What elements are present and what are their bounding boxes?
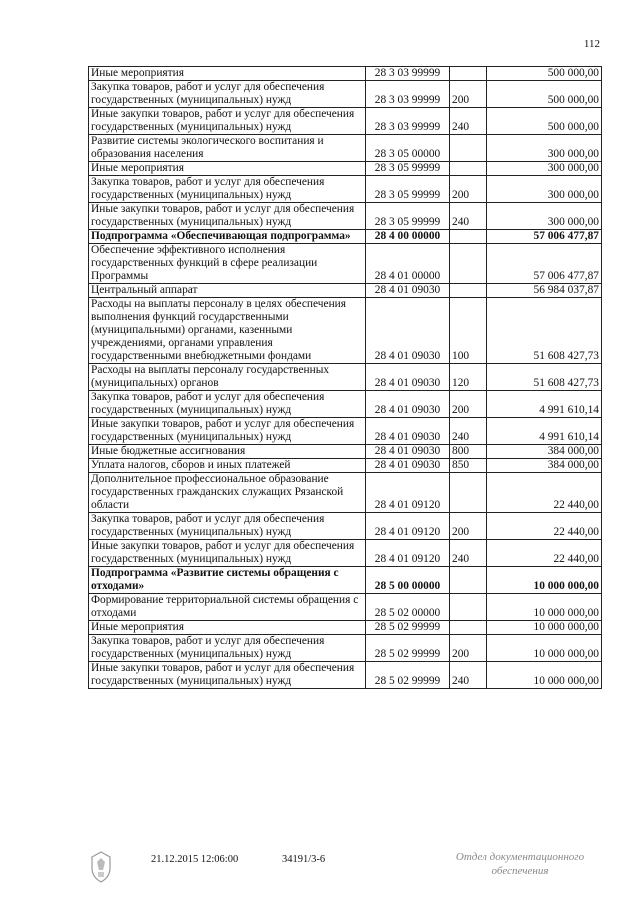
row-code: 28 4 01 09030 xyxy=(366,459,450,473)
footer-department-line2: обеспечения xyxy=(491,865,549,877)
row-expense-type: 240 xyxy=(450,418,487,445)
table-row xyxy=(89,391,602,418)
row-name: Расходы на выплаты персоналу в целях обеспечения выполнения функций государственными (муниципальными) органами, казенными учреждениями, органами управления государственными внебюджетными фондами xyxy=(89,298,366,364)
table-row xyxy=(89,459,602,473)
table-row xyxy=(89,135,602,162)
row-expense-type xyxy=(450,621,487,635)
row-code: 28 4 01 09030 xyxy=(366,418,450,445)
row-code: 28 4 01 09030 xyxy=(366,298,450,364)
row-amount: 57 006 477,87 xyxy=(487,230,602,244)
row-amount: 22 440,00 xyxy=(487,473,602,513)
row-name: Иные закупки товаров, работ и услуг для обеспечения государственных (муниципальных) нужд xyxy=(89,203,366,230)
row-name: Дополнительное профессиональное образование государственных гражданских служащих Рязанской области xyxy=(89,473,366,513)
row-code: 28 3 05 99999 xyxy=(366,203,450,230)
row-amount: 500 000,00 xyxy=(487,67,602,81)
table-row xyxy=(89,445,602,459)
table-row xyxy=(89,162,602,176)
row-code: 28 4 01 09120 xyxy=(366,473,450,513)
table-row xyxy=(89,81,602,108)
row-code: 28 4 01 00000 xyxy=(366,244,450,284)
footer-department xyxy=(440,850,600,878)
row-name: Иные мероприятия xyxy=(89,162,366,176)
table-row xyxy=(89,418,602,445)
row-expense-type xyxy=(450,162,487,176)
row-code: 28 3 03 99999 xyxy=(366,67,450,81)
row-expense-type: 850 xyxy=(450,459,487,473)
row-code: 28 5 02 99999 xyxy=(366,635,450,662)
row-code: 28 4 01 09030 xyxy=(366,445,450,459)
row-name: Иные закупки товаров, работ и услуг для обеспечения государственных (муниципальных) нужд xyxy=(89,108,366,135)
row-expense-type: 120 xyxy=(450,364,487,391)
table-row xyxy=(89,230,602,244)
row-expense-type xyxy=(450,67,487,81)
row-amount: 51 608 427,73 xyxy=(487,364,602,391)
row-expense-type xyxy=(450,135,487,162)
table-row xyxy=(89,513,602,540)
row-amount: 4 991 610,14 xyxy=(487,418,602,445)
table-row xyxy=(89,540,602,567)
row-amount: 10 000 000,00 xyxy=(487,662,602,689)
row-name: Иные бюджетные ассигнования xyxy=(89,445,366,459)
table-row xyxy=(89,67,602,81)
row-name: Иные закупки товаров, работ и услуг для обеспечения государственных (муниципальных) нужд xyxy=(89,662,366,689)
row-code: 28 5 02 00000 xyxy=(366,594,450,621)
row-name: Закупка товаров, работ и услуг для обеспечения государственных (муниципальных) нужд xyxy=(89,391,366,418)
row-name: Иные мероприятия xyxy=(89,67,366,81)
row-name: Формирование территориальной системы обращения с отходами xyxy=(89,594,366,621)
row-name: Иные закупки товаров, работ и услуг для обеспечения государственных (муниципальных) нужд xyxy=(89,540,366,567)
row-code: 28 5 02 99999 xyxy=(366,621,450,635)
row-expense-type: 800 xyxy=(450,445,487,459)
row-expense-type: 240 xyxy=(450,203,487,230)
footer-datetime: 21.12.2015 12:06:00 xyxy=(151,854,239,865)
row-code: 28 3 05 00000 xyxy=(366,135,450,162)
table-row xyxy=(89,176,602,203)
row-code: 28 4 01 09120 xyxy=(366,540,450,567)
row-name: Обеспечение эффективного исполнения государственных функций в сфере реализации Программы xyxy=(89,244,366,284)
row-expense-type xyxy=(450,473,487,513)
row-name: Расходы на выплаты персоналу государственных (муниципальных) органов xyxy=(89,364,366,391)
row-amount: 300 000,00 xyxy=(487,176,602,203)
row-name: Уплата налогов, сборов и иных платежей xyxy=(89,459,366,473)
row-code: 28 5 00 00000 xyxy=(366,567,450,594)
row-expense-type: 240 xyxy=(450,662,487,689)
row-name: Иные закупки товаров, работ и услуг для обеспечения государственных (муниципальных) нужд xyxy=(89,418,366,445)
row-amount: 500 000,00 xyxy=(487,108,602,135)
row-amount: 51 608 427,73 xyxy=(487,298,602,364)
row-name: Подпрограмма «Развитие системы обращения с отходами» xyxy=(89,567,366,594)
row-expense-type: 240 xyxy=(450,540,487,567)
row-expense-type: 200 xyxy=(450,81,487,108)
row-expense-type: 200 xyxy=(450,176,487,203)
row-code: 28 4 01 09030 xyxy=(366,284,450,298)
row-expense-type xyxy=(450,284,487,298)
row-amount: 4 991 610,14 xyxy=(487,391,602,418)
row-expense-type: 200 xyxy=(450,391,487,418)
table-row xyxy=(89,108,602,135)
row-amount: 300 000,00 xyxy=(487,135,602,162)
row-expense-type xyxy=(450,230,487,244)
row-amount: 300 000,00 xyxy=(487,162,602,176)
footer-doc-number: 34191/3-6 xyxy=(282,854,326,865)
row-amount: 22 440,00 xyxy=(487,540,602,567)
table-row xyxy=(89,244,602,284)
row-amount: 10 000 000,00 xyxy=(487,621,602,635)
row-code: 28 3 05 99999 xyxy=(366,176,450,203)
table-row xyxy=(89,364,602,391)
row-code: 28 3 03 99999 xyxy=(366,108,450,135)
row-expense-type xyxy=(450,244,487,284)
row-name: Развитие системы экологического воспитания и образования населения xyxy=(89,135,366,162)
table-row xyxy=(89,635,602,662)
coat-of-arms-icon xyxy=(88,850,114,884)
page-number: 112 xyxy=(583,38,600,50)
row-name: Закупка товаров, работ и услуг для обеспечения государственных (муниципальных) нужд xyxy=(89,513,366,540)
table-row xyxy=(89,567,602,594)
row-expense-type: 240 xyxy=(450,108,487,135)
footer-department-line1: Отдел документационного xyxy=(455,851,585,863)
budget-table-body xyxy=(89,67,602,689)
row-amount: 500 000,00 xyxy=(487,81,602,108)
budget-table xyxy=(88,66,602,689)
row-amount: 384 000,00 xyxy=(487,459,602,473)
row-code: 28 4 01 09030 xyxy=(366,364,450,391)
row-amount: 300 000,00 xyxy=(487,203,602,230)
table-row xyxy=(89,621,602,635)
row-amount: 56 984 037,87 xyxy=(487,284,602,298)
row-expense-type: 200 xyxy=(450,635,487,662)
row-name: Закупка товаров, работ и услуг для обеспечения государственных (муниципальных) нужд xyxy=(89,635,366,662)
row-amount: 10 000 000,00 xyxy=(487,635,602,662)
row-name: Закупка товаров, работ и услуг для обеспечения государственных (муниципальных) нужд xyxy=(89,81,366,108)
row-amount: 57 006 477,87 xyxy=(487,244,602,284)
row-amount: 10 000 000,00 xyxy=(487,567,602,594)
row-expense-type: 100 xyxy=(450,298,487,364)
table-row xyxy=(89,473,602,513)
row-name: Подпрограмма «Обеспечивающая подпрограмма» xyxy=(89,230,366,244)
table-row xyxy=(89,298,602,364)
table-row xyxy=(89,284,602,298)
row-expense-type: 200 xyxy=(450,513,487,540)
row-amount: 384 000,00 xyxy=(487,445,602,459)
row-amount: 22 440,00 xyxy=(487,513,602,540)
row-amount: 10 000 000,00 xyxy=(487,594,602,621)
row-expense-type xyxy=(450,567,487,594)
row-code: 28 3 03 99999 xyxy=(366,81,450,108)
row-code: 28 4 00 00000 xyxy=(366,230,450,244)
table-row xyxy=(89,203,602,230)
table-row xyxy=(89,594,602,621)
row-name: Центральный аппарат xyxy=(89,284,366,298)
row-code: 28 3 05 99999 xyxy=(366,162,450,176)
row-code: 28 4 01 09030 xyxy=(366,391,450,418)
table-row xyxy=(89,662,602,689)
row-name: Иные мероприятия xyxy=(89,621,366,635)
row-code: 28 5 02 99999 xyxy=(366,662,450,689)
row-expense-type xyxy=(450,594,487,621)
row-name: Закупка товаров, работ и услуг для обеспечения государственных (муниципальных) нужд xyxy=(89,176,366,203)
row-code: 28 4 01 09120 xyxy=(366,513,450,540)
